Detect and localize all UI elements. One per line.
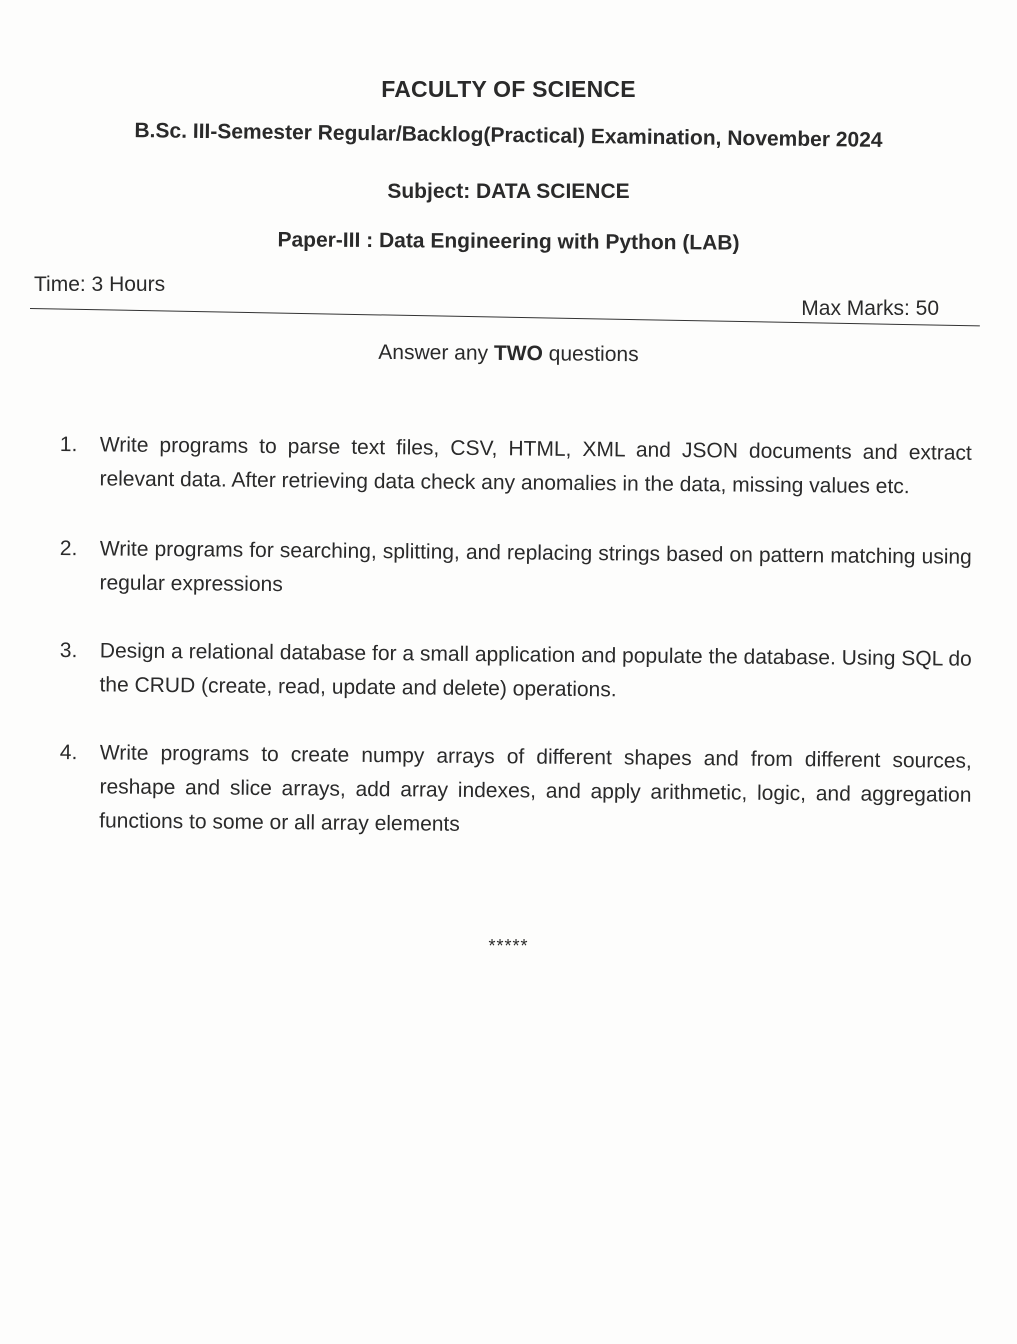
question-text: Write programs to parse text files, CSV, HTML, XML and JSON documents and extract relevant data. After retrieving data check any anomalies in the data, missing values etc. [99, 433, 972, 499]
instructions-prefix: Answer any [378, 340, 489, 365]
question-item [59, 428, 972, 505]
exam-title: B.Sc. III-Semester Regular/Backlog(Practical) Examination, November 2024 [134, 119, 883, 152]
question-item [59, 634, 972, 711]
question-number: 4. [59, 740, 78, 765]
faculty-heading: FACULTY OF SCIENCE [381, 76, 636, 102]
time-label: Time: 3 Hours [34, 273, 166, 296]
end-of-paper-mark: ***** [488, 936, 529, 956]
question-text: Design a relational database for a small application and populate the database. Using SQL do the CRUD (create, read, update and delete) operations. [99, 639, 972, 702]
subject-heading: Subject: DATA SCIENCE [387, 180, 630, 203]
question-item [59, 532, 972, 609]
question-number: 3. [59, 638, 78, 663]
question-number: 2. [59, 536, 78, 561]
question-item [59, 736, 972, 847]
instructions [0, 338, 1017, 371]
question-number: 1. [59, 432, 78, 457]
max-marks-label: Max Marks: 50 [801, 297, 939, 320]
question-list [60, 428, 972, 838]
question-text: Write programs for searching, splitting, and replacing strings based on pattern matching using regular expressions [99, 537, 972, 597]
question-text: Write programs to create numpy arrays of different shapes and from different sources, reshape and slice arrays, add array indexes, and apply arithmetic, logic, and aggregation functions to some or all array elements [99, 741, 972, 836]
instructions-emphasis: TWO [493, 341, 543, 366]
paper-title: Paper-III : Data Engineering with Python (LAB) [277, 228, 740, 255]
instructions-suffix: questions [548, 342, 639, 367]
